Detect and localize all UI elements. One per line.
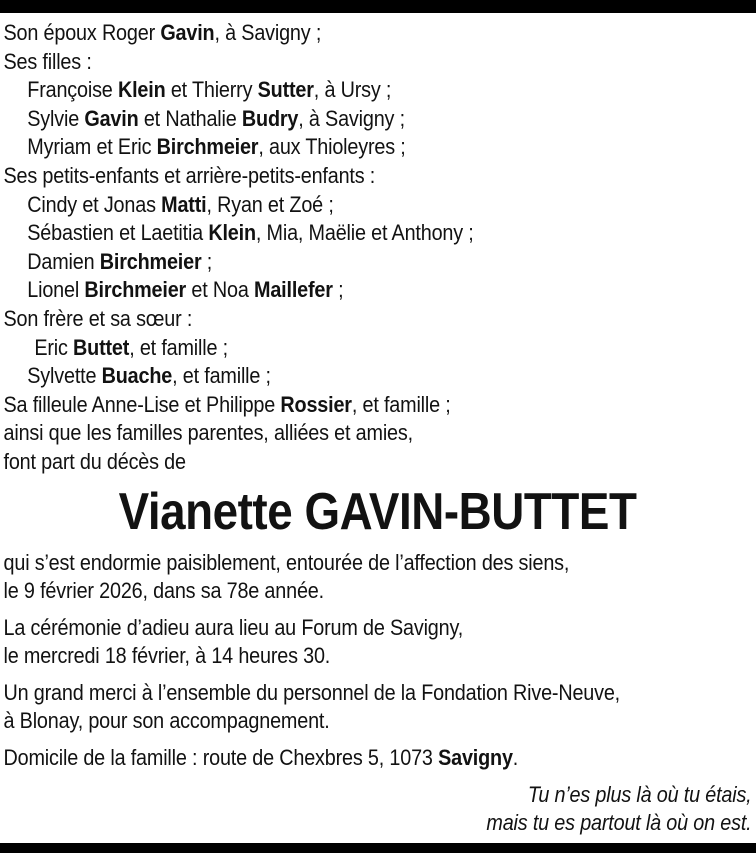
text-segment: le mercredi 18 février, à 14 heures 30. [3, 643, 331, 669]
memorial-quote [4, 781, 752, 838]
text-segment: , aux Thioleyres ; [258, 134, 406, 160]
text-segment: Lionel [27, 277, 85, 303]
family-line [4, 305, 752, 334]
text-segment: Son époux Roger [3, 20, 161, 45]
family-line [4, 133, 752, 162]
text-segment: ; [201, 248, 213, 274]
paragraph-line [4, 577, 752, 606]
text-segment: , et famille ; [172, 363, 271, 389]
text-segment: ; [332, 277, 344, 303]
text-segment: , Mia, Maëlie et Anthony ; [255, 220, 474, 246]
text-segment: et Noa [186, 277, 255, 303]
text-segment: , à Savigny ; [298, 105, 405, 131]
text-segment: qui s’est endormie paisiblement, entourée de l’affection des siens, [3, 549, 570, 575]
paragraph-line [4, 549, 752, 578]
family-line [4, 448, 752, 477]
text-segment: le 9 février 2026, dans sa 78e année. [3, 578, 324, 604]
text-segment: La cérémonie d’adieu aura lieu au Forum de Savigny, [3, 614, 464, 640]
text-segment: , à Savigny ; [214, 20, 322, 45]
surname-bold: Gavin [84, 105, 139, 131]
family-line [4, 105, 752, 134]
paragraph-line [4, 642, 752, 671]
notice-paragraph [4, 679, 752, 736]
text-segment: Françoise [27, 77, 118, 103]
top-border-bar [0, 0, 756, 13]
text-segment: , Ryan et Zoé ; [206, 191, 334, 217]
paragraph-line [4, 707, 752, 736]
text-segment: Un grand merci à l’ensemble du personnel de la Fondation Rive-Neuve, [3, 679, 621, 705]
text-segment: , et famille ; [351, 391, 451, 417]
text-segment: Sylvette [27, 363, 102, 389]
text-segment: à Blonay, pour son accompagnement. [3, 708, 330, 734]
family-line [4, 19, 752, 48]
family-announcement-block [4, 19, 752, 477]
text-segment: Domicile de la famille : route de Chexbres 5, 1073 [3, 745, 439, 771]
text-segment: Myriam et Eric [27, 134, 157, 160]
text-segment: , et famille ; [129, 334, 228, 360]
text-segment: Sa filleule Anne-Lise et Philippe [3, 391, 281, 417]
family-line [4, 276, 752, 305]
notice-content [0, 13, 756, 838]
surname-bold: Birchmeier [156, 134, 259, 160]
text-segment: font part du décès de [3, 448, 186, 474]
surname-bold: Klein [208, 220, 256, 246]
notice-paragraph [4, 549, 752, 606]
surname-bold: Birchmeier [99, 248, 202, 274]
quote-line: mais tu es partout là où on est. [486, 810, 752, 836]
deceased-name: Vianette GAVIN-BUTTET [118, 482, 637, 541]
family-line [4, 162, 752, 191]
text-segment: , à Ursy ; [313, 77, 392, 103]
surname-bold: Budry [241, 105, 299, 131]
notice-paragraph [4, 744, 752, 773]
family-line [4, 334, 752, 363]
text-segment: et Thierry [165, 77, 258, 103]
text-segment: et Nathalie [138, 105, 242, 131]
bottom-border-bar [0, 843, 756, 853]
notice-paragraph [4, 614, 752, 671]
notice-paragraphs [4, 549, 752, 773]
text-segment: Damien [27, 248, 100, 274]
text-segment: Ses petits-enfants et arrière-petits-enfants : [3, 162, 376, 188]
family-line [4, 248, 752, 277]
paragraph-line [4, 679, 752, 708]
family-line [4, 219, 752, 248]
surname-bold: Rossier [280, 391, 352, 417]
text-segment: Cindy et Jonas [27, 191, 162, 217]
family-line [4, 362, 752, 391]
surname-bold: Matti [161, 191, 207, 217]
family-line [4, 391, 752, 420]
paragraph-line [4, 744, 752, 773]
paragraph-line [4, 614, 752, 643]
surname-bold: Klein [117, 77, 166, 103]
surname-bold: Buache [101, 363, 173, 389]
text-segment: Sylvie [27, 105, 85, 131]
surname-bold: Maillefer [254, 277, 333, 303]
text-segment: Sébastien et Laetitia [27, 220, 209, 246]
family-line [4, 76, 752, 105]
family-line [4, 191, 752, 220]
surname-bold: Savigny [438, 745, 513, 771]
surname-bold: Birchmeier [84, 277, 187, 303]
surname-bold: Buttet [73, 334, 130, 360]
family-line [4, 48, 752, 77]
quote-line: Tu n’es plus là où tu étais, [527, 781, 752, 807]
text-segment: Eric [34, 334, 74, 360]
surname-bold: Gavin [160, 20, 215, 45]
family-line [4, 419, 752, 448]
text-segment: Ses filles : [3, 48, 92, 74]
text-segment: Son frère et sa sœur : [3, 305, 193, 331]
text-segment: ainsi que les familles parentes, alliées et amies, [3, 420, 413, 446]
surname-bold: Sutter [257, 77, 314, 103]
text-segment: . [512, 745, 519, 771]
